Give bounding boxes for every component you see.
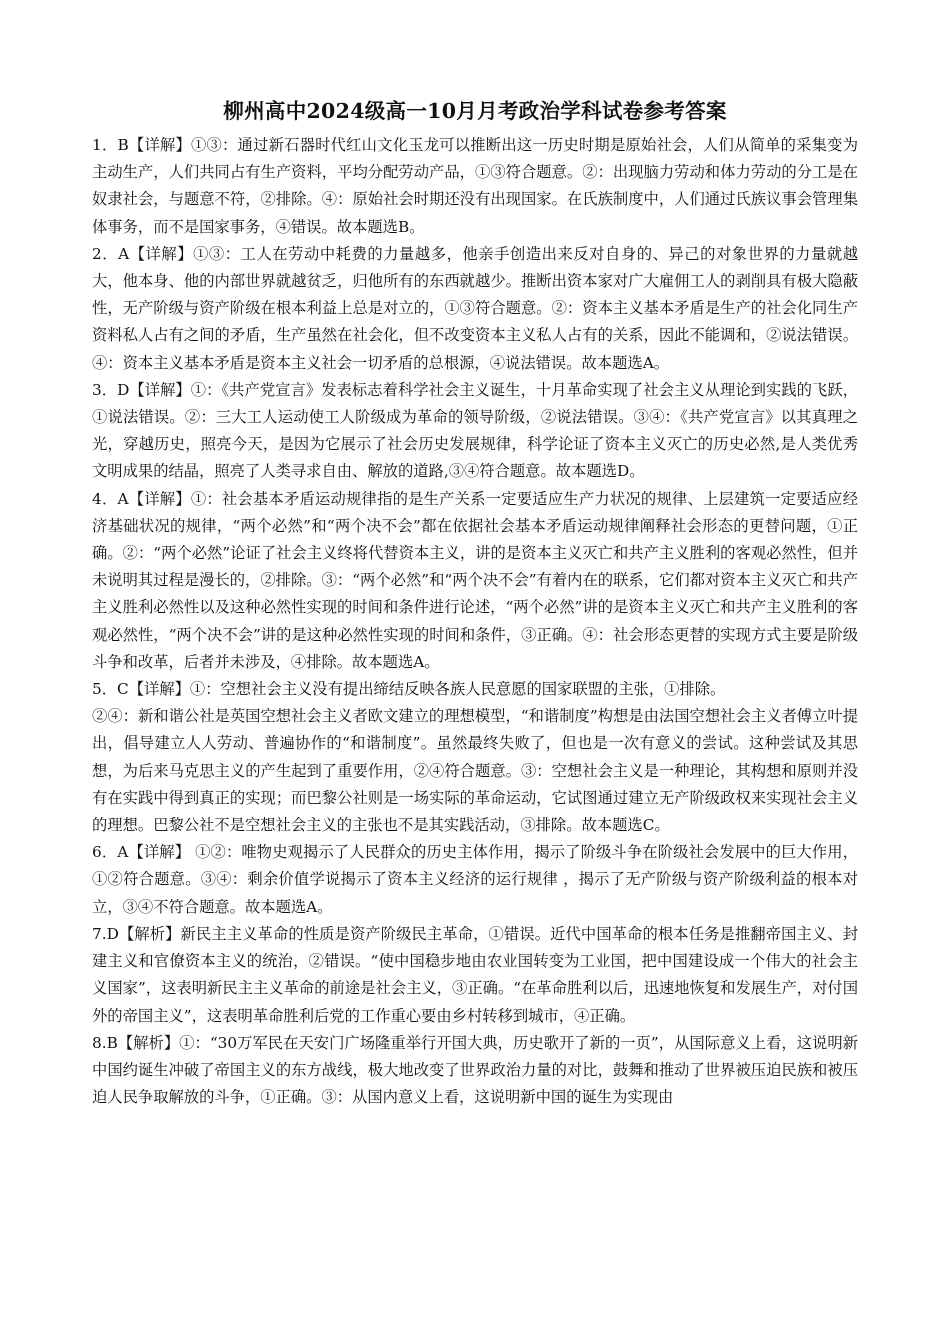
answer-1: 1．B【详解】①③：通过新石器时代红山文化玉龙可以推断出这一历史时期是原始社会，人们从简单的采集变为主动生产，人们共同占有生产资料，平均分配劳动产品，①③符合题意。②：出现脑力劳动和体力劳动的分工是在奴隶社会，与题意不符，②排除。④：原始社会时期还没有出现国家。在氏族制度中，人们通过氏族议事会管理集体事务，而不是国家事务，④错误。故本题选B。 <box>92 136 858 236</box>
answer-7: 7.D【解析】新民主主义革命的性质是资产阶级民主革命，①错误。近代中国革命的根本任务是推翻帝国主义、封建主义和官僚资本主义的统治，②错误。“使中国稳步地由农业国转变为工业国，把中国建设成一个伟大的社会主义国家”，这表明新民主主义革命的前途是社会主义，③正确。“在革命胜利以后，迅速地恢复和发展生产，对付国外的帝国主义”，这表明革命胜利后党的工作重心要由乡村转移到城市，④正确。 <box>92 924 858 1025</box>
answer-4: 4．A【详解】①：社会基本矛盾运动规律指的是生产关系一定要适应生产力状况的规律、上层建筑一定要适应经济基础状况的规律，“两个必然”和“两个决不会”都在依据社会基本矛盾运动规律阐释社会形态的更替问题，①正确。②：“两个必然”论证了社会主义终将代替资本主义，讲的是资本主义灭亡和共产主义胜利的客观必然性，但并未说明其过程是漫长的，②排除。③：“两个必然”和“两个决不会”有着内在的联系，它们都对资本主义灭亡和共产主义胜利必然性以及这种必然性实现的时间和条件进行论述，“两个必然”讲的是资本主义灭亡和共产主义胜利的客观必然性，“两个决不会”讲的是这种必然性实现的时间和条件，③正确。④：社会形态更替的实现方式主要是阶级斗争和改革，后者并未涉及，④排除。故本题选A。 <box>92 489 858 671</box>
answer-6: 6．A【详解】 ①②：唯物史观揭示了人民群众的历史主体作用，揭示了阶级斗争在阶级社会发展中的巨大作用，①②符合题意。③④：剩余价值学说揭示了资本主义经济的运行规律 ，揭示了无产阶级与资产阶级利益的根本对立，③④不符合题意。故本题选A。 <box>92 843 858 916</box>
answer-5-part-2: ②④：新和谐公社是英国空想社会主义者欧文建立的理想模型，“和谐制度”构想是由法国空想社会主义者傅立叶提出，倡导建立人人劳动、普遍协作的“和谐制度”。虽然最终失败了，但也是一次有意义的尝试。这种尝试及其思想，为后来马克思主义的产生起到了重要作用，②④符合题意。③：空想社会主义是一种理论，其构想和原则并没有在实践中得到真正的实现；而巴黎公社则是一场实际的革命运动，它试图通过建立无产阶级政权来实现社会主义的理想。巴黎公社不是空想社会主义的主张也不是其实践活动，③排除。故本题选C。 <box>92 707 858 835</box>
document-title: 柳州高中2024级高一10月月考政治学科试卷参考答案 <box>223 99 727 123</box>
answer-5-part-1: 5．C【详解】①：空想社会主义没有提出缔结反映各族人民意愿的国家联盟的主张，①排除。 <box>92 680 726 699</box>
answer-2: 2．A【详解】①③：工人在劳动中耗费的力量越多，他亲手创造出来反对自身的、异己的对象世界的力量就越大，他本身、他的内部世界就越贫乏，归他所有的东西就越少。推断出资本家对广大雇佣工人的剥削具有极大隐蔽性，无产阶级与资产阶级在根本利益上总是对立的，①③符合题意。②：资本主义基本矛盾是生产的社会化同生产资料私人占有之间的矛盾，生产虽然在社会化，但不改变资本主义私人占有的关系，因此不能调和，②说法错误。④：资本主义基本矛盾是资本主义社会一切矛盾的总根源，④说法错误。故本题选A。 <box>92 244 858 372</box>
answer-3: 3．D【详解】①：《共产党宣言》发表标志着科学社会主义诞生，十月革命实现了社会主义从理论到实践的飞跃，①说法错误。②：三大工人运动使工人阶级成为革命的领导阶级，②说法错误。③④：《共产党宣言》以其真理之光，穿越历史，照亮今天，是因为它展示了社会历史发展规律，科学论证了资本主义灭亡的历史必然,是人类优秀文明成果的结晶，照亮了人类寻求自由、解放的道路,③④符合题意。故本题选D。 <box>92 380 858 481</box>
answer-8: 8.B【解析】①：“30万军民在天安门广场隆重举行开国大典，历史歌开了新的一页”，从国际意义上看，这说明新中国约诞生冲破了帝国主义的东方战线，极大地改变了世界政治力量的对比，鼓舞和推动了世界被压迫民族和被压迫人民争取解放的斗争，①正确。③：从国内意义上看，这说明新中国的诞生为实现由 <box>92 1033 858 1107</box>
